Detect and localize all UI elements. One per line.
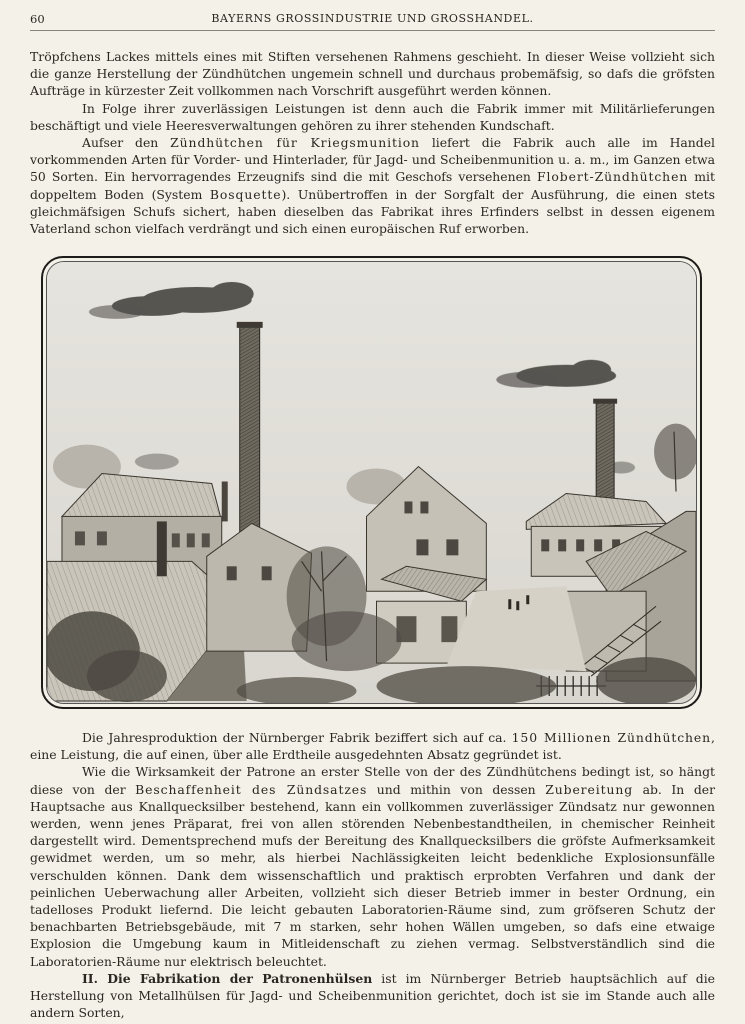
paragraph: Wie die Wirksamkeit der Patrone an erster Stelle von der des Zündhütchens bedingt ist, so hängt diese von der Beschaffenheit des Zündsatzes und mithin von dessen Zubereitung ab. In der Hauptsache aus Knallquecksilber bestehend, kann ein vollkommen zuverlässiger Zündsatz nur gewonnen werden, wenn jenes Präparat, frei von allen störenden Nebenbestandtheilen, in chemischer Reinheit dargestellt wird. Dementsprechend mufs der Bereitung des Knallquecksilbers die gröfste Aufmerksamkeit gewidmet werden, um so mehr, als hierbei Nachlässigkeiten leicht bedenkliche Explosionsunfälle verschulden können. Dank dem wissenschaftlich und praktisch erprobten Verfahren und dank der peinlichen Ueberwachung aller Arbeiten, vollzieht sich dieser Betrieb immer in bester Ordnung, ein tadelloses Produkt liefernd. Die leicht gebauten Laboratorien-Räume sind, zum gröfseren Schutz der benachbarten Betriebsgebäude, mit 7 m starken, sehr hohen Wällen umgeben, so dafs eine etwaige Explosion die Umgebung kaum in Mitleidenschaft zu ziehen vermag. Selbstverständlich sind die Laboratorien-Räume nur elektrisch beleuchtet. <box>30 764 716 969</box>
upper-text-block <box>30 48 715 237</box>
running-title: BAYERNS GROSSINDUSTRIE UND GROSSHANDEL. <box>211 12 534 25</box>
paragraph: Die Jahresproduktion der Nürnberger Fabrik beziffert sich auf ca. 150 Millionen Zündhütchen, eine Leistung, die auf einen, über alle Erdtheile ausgedehnten Absatz gegründet ist. <box>30 730 715 763</box>
page-number: 60 <box>30 12 45 26</box>
factory-engraving-image <box>47 262 696 703</box>
spaced-term: 150 Millionen Zündhütchen <box>511 730 712 745</box>
paragraph: II. Die Fabrikation der Patronenhülsen ist im Nürnberger Betrieb hauptsächlich auf die Herstellung von Metallhülsen für Jagd- und Scheibenmunition gerichtet, doch ist sie im Stande auch alle andern Sorten, <box>30 970 715 1021</box>
section-heading: II. Die Fabrikation der Patronenhülsen <box>82 970 373 986</box>
paragraph: Aufser den Zündhütchen für Kriegsmunition liefert die Fabrik auch alle im Handel vorkommenden Arten für Vorder- und Hinterlader, für Jagd- und Scheibenmunition u. a. m., im Ganzen etwa 50 Sorten. Ein hervorragendes Erzeugnifs sind die mit Geschofs versehenen Flobert-Zündhütchen mit doppeltem Boden (System Bosquette). Unübertroffen in der Sorgfalt der Ausführung, die einen stets gleichmäfsigen Schufs sichert, haben dieselben das Fabrikat ihres Erfinders selbst in dessen eigenem Vaterland schon vielfach verdrängt und sich einen europäischen Ruf erworben. <box>30 135 715 237</box>
spaced-term: Bosquette <box>209 186 282 202</box>
paragraph: In Folge ihrer zuverlässigen Leistungen ist denn auch die Fabrik immer mit Militärlieferungen beschäftigt und viele Heeresverwaltungen gehören zu ihrer stehenden Kundschaft. <box>30 100 715 133</box>
lower-text-block <box>30 729 715 1021</box>
spaced-term: Flobert-Zündhütchen <box>537 169 689 185</box>
factory-illustration <box>41 256 702 709</box>
paragraph: Tröpfchens Lackes mittels eines mit Stiften versehenen Rahmens geschieht. In dieser Weise vollzieht sich die ganze Herstellung der Zündhütchen ungemein schnell und durchaus probemäfsig, so dafs die gröfsten Aufträge in kürzester Zeit vollkommen nach Vorschrift ausgeführt werden können. <box>30 49 715 99</box>
chimney-left <box>240 324 260 534</box>
spaced-term: Beschaffenheit des Zündsatzes <box>135 781 368 797</box>
page-header <box>30 10 715 31</box>
spaced-term: Zubereitung <box>545 781 634 797</box>
spaced-term: Zündhütchen für Kriegsmunition <box>170 135 420 151</box>
